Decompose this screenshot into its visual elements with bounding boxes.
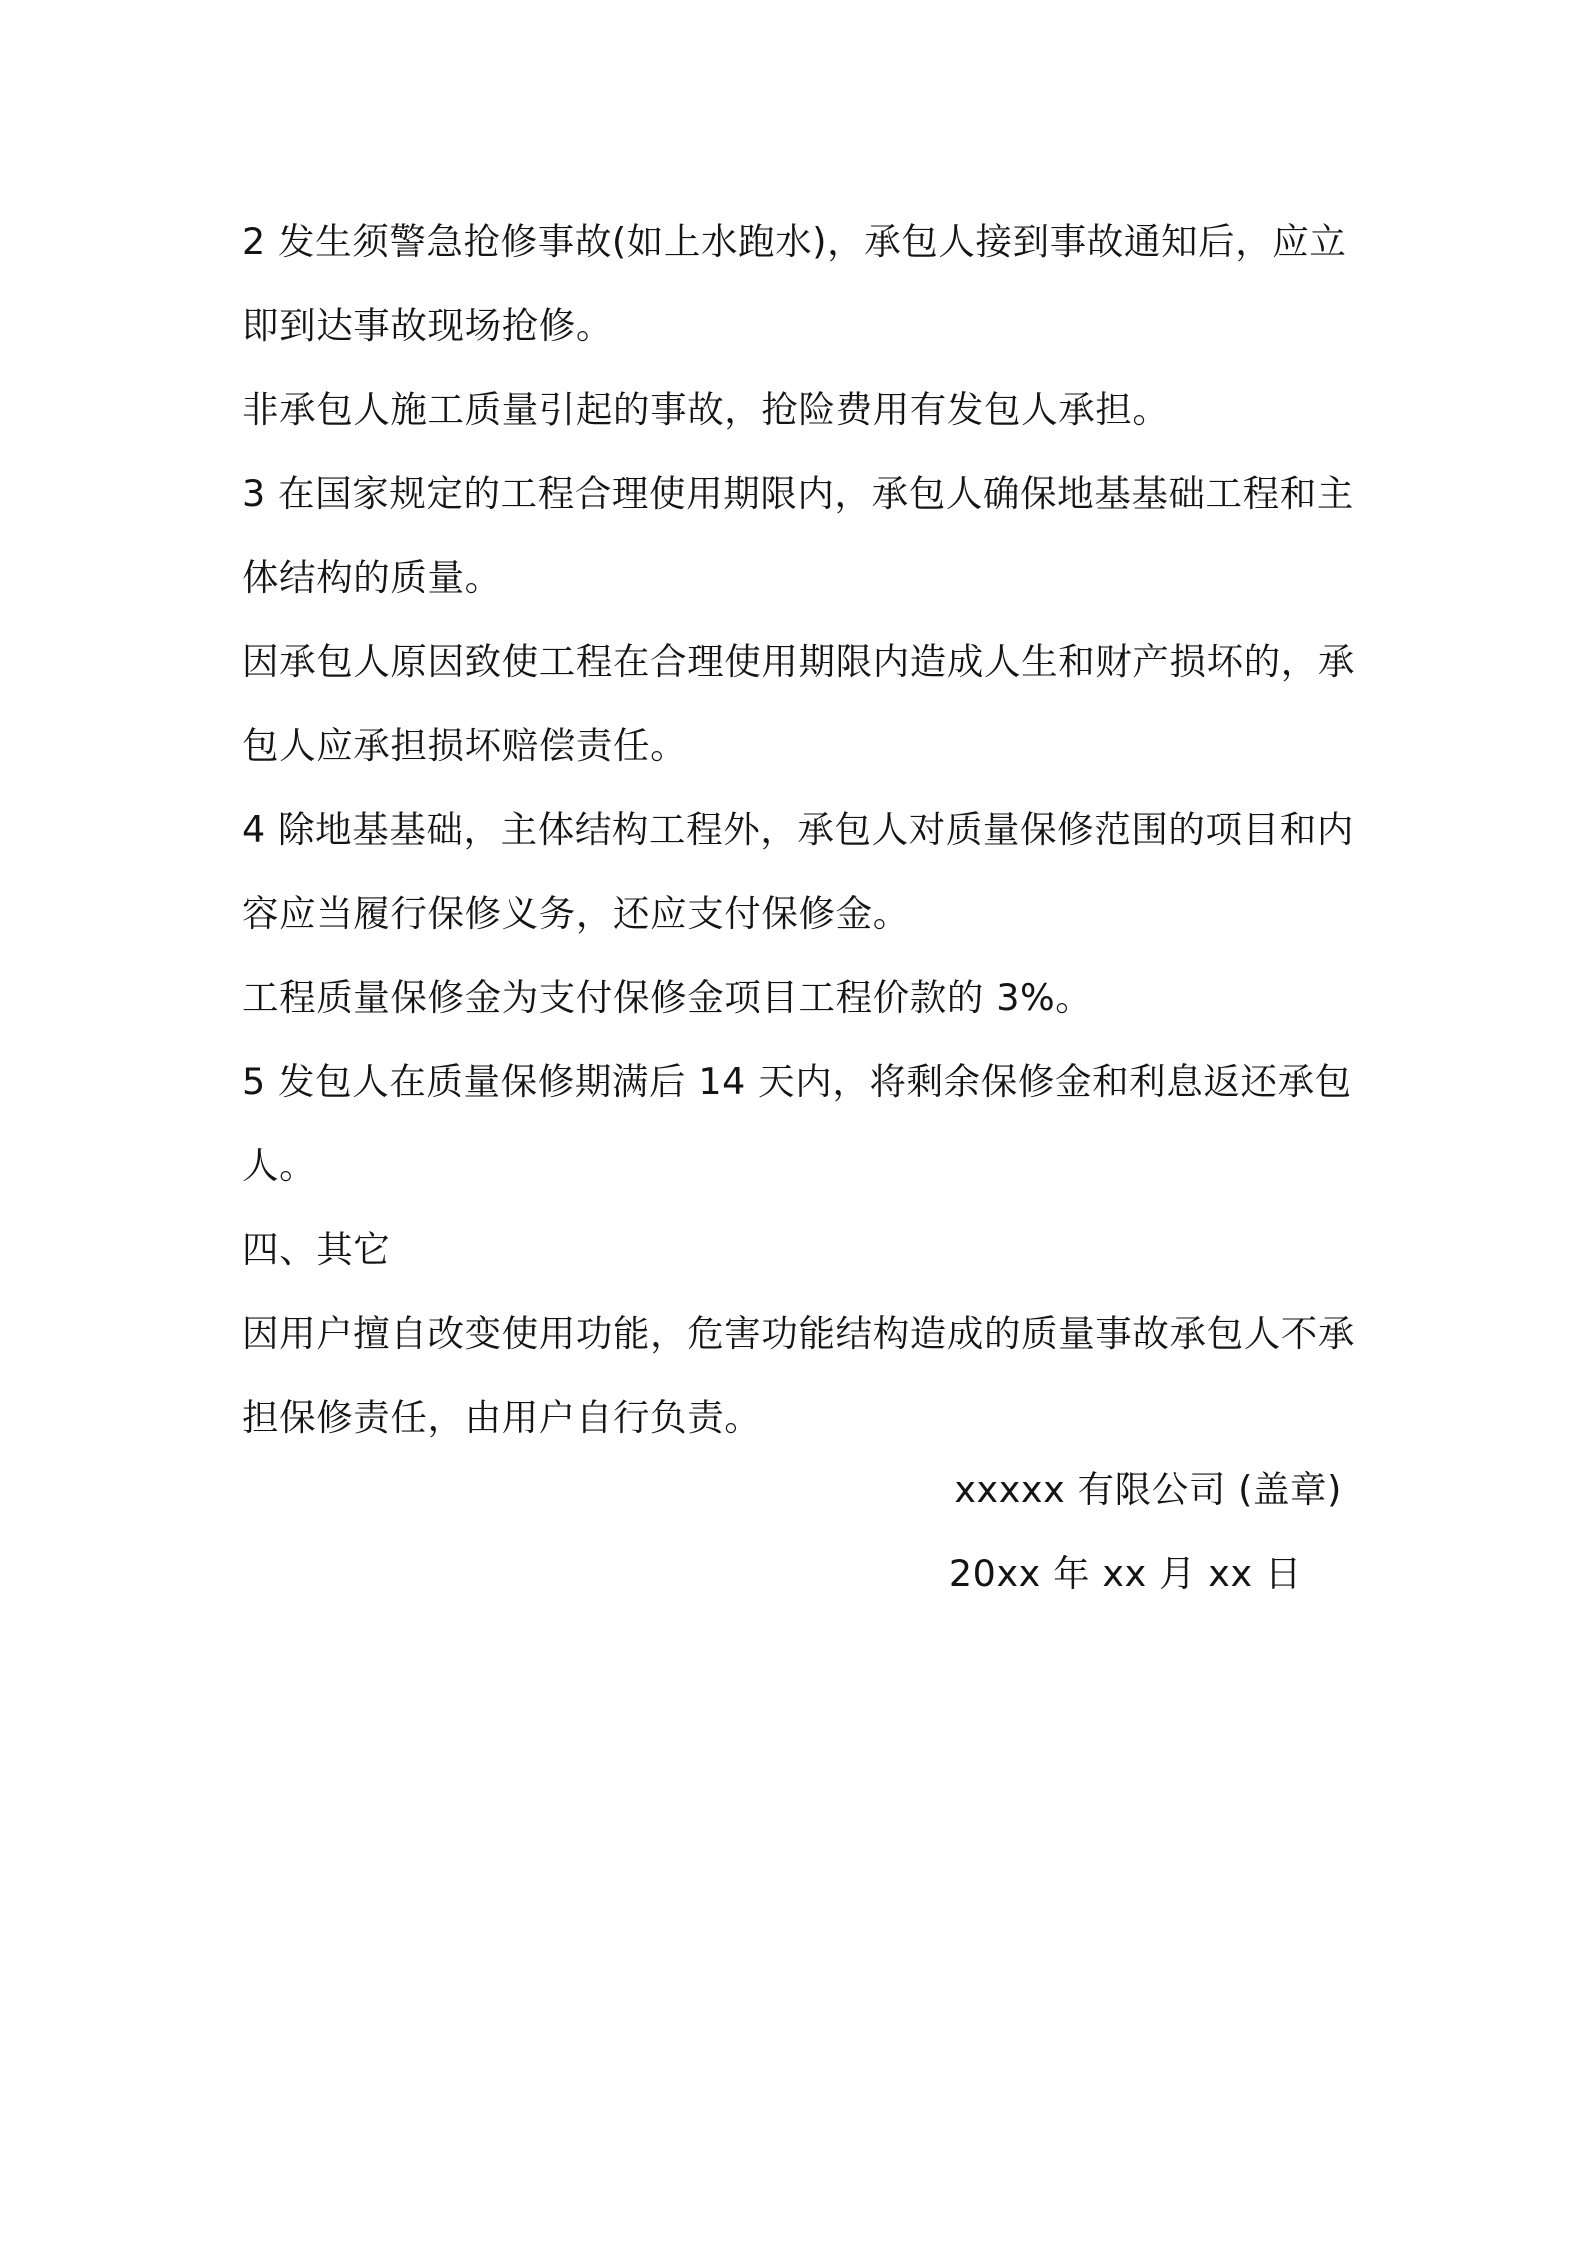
clause-5-line-1: 5 发包人在质量保修期满后 14 天内，将剩余保修金和利息返还承包 <box>242 1060 1352 1103</box>
clause-2-line-2: 即到达事故现场抢修。 <box>242 304 613 347</box>
clause-4-line-1: 4 除地基基础，主体结构工程外，承包人对质量保修范围的项目和内 <box>242 808 1354 851</box>
signature-company: xxxxx 有限公司 (盖章) <box>954 1468 1342 1511</box>
clause-5-line-2: 人。 <box>242 1144 317 1187</box>
clause-3-note-line-2: 包人应承担损坏赔偿责任。 <box>242 724 688 767</box>
document-body <box>242 200 1362 1460</box>
signature-date: 20xx 年 xx 月 xx 日 <box>948 1552 1302 1595</box>
clause-3-note-line-1: 因承包人原因致使工程在合理使用期限内造成人生和财产损坏的，承 <box>242 640 1355 683</box>
clause-4-note: 工程质量保修金为支付保修金项目工程价款的 3%。 <box>242 976 1093 1019</box>
clause-4-line-2: 容应当履行保修义务，还应支付保修金。 <box>242 892 910 935</box>
other-line-1: 因用户擅自改变使用功能，危害功能结构造成的质量事故承包人不承 <box>242 1312 1355 1355</box>
section-heading-other: 四、其它 <box>242 1228 391 1271</box>
clause-2-line-1: 2 发生须警急抢修事故(如上水跑水)，承包人接到事故通知后，应立 <box>242 220 1347 263</box>
other-line-2: 担保修责任，由用户自行负责。 <box>242 1396 762 1439</box>
clause-2-note: 非承包人施工质量引起的事故，抢险费用有发包人承担。 <box>242 388 1170 431</box>
clause-3-line-1: 3 在国家规定的工程合理使用期限内，承包人确保地基基础工程和主 <box>242 472 1354 515</box>
clause-3-line-2: 体结构的质量。 <box>242 556 502 599</box>
